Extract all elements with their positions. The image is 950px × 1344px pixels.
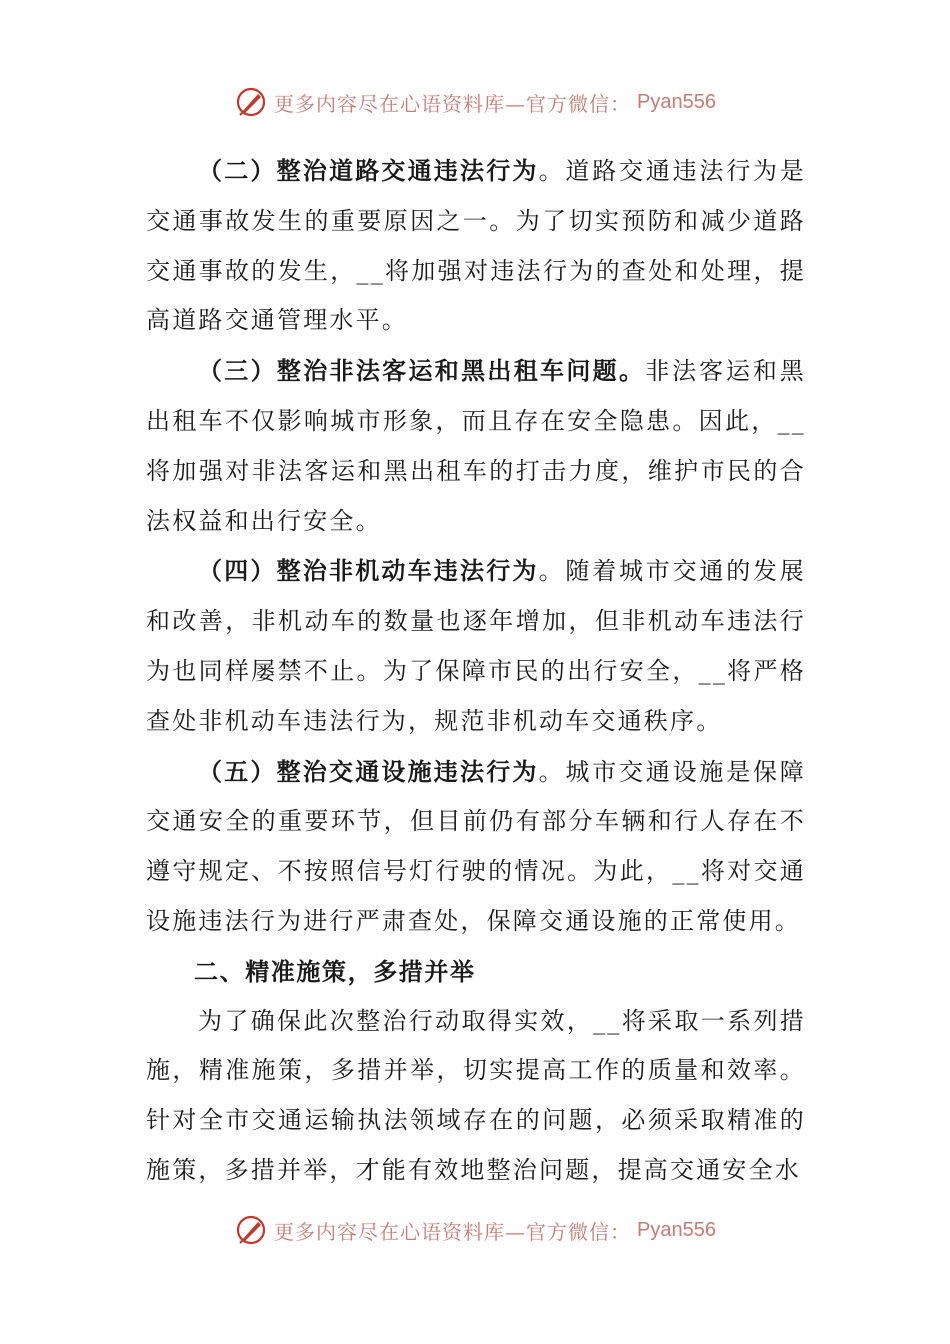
watermark-footer	[0, 1210, 950, 1250]
watermark-text: 更多内容尽在心语资料库—官方微信：	[274, 1219, 632, 1244]
paragraph-text: 非法客运和黑出租车不仅影响城市形象，而且存在安全隐患。因此，__将加强对非法客运和黑出租车的打击力度，维护市民的合法权益和出行安全。	[146, 357, 806, 535]
paragraph-4	[146, 546, 806, 746]
quill-logo-icon	[234, 85, 268, 119]
paragraph-lead: （二）整治道路交通违法行为	[198, 156, 539, 185]
watermark-id: Pyan556	[637, 90, 716, 113]
paragraph-lead: （五）整治交通设施违法行为	[198, 756, 539, 786]
paragraph-lead: （四）整治非机动车违法行为	[198, 556, 539, 586]
closing-paragraph: 为了确保此次整治行动取得实效，__将采取一系列措施，精准施策，多措并举，切实提高工作的质量和效率。针对全市交通运输执法领域存在的问题，必须采取精准的施策，多措并举，才能有效地整治问题，提高交通安全水	[146, 1006, 806, 1184]
document-body	[146, 146, 806, 1196]
paragraph-3	[146, 346, 806, 546]
watermark-text: 更多内容尽在心语资料库—官方微信：	[274, 91, 632, 116]
paragraph-text: 。城市交通设施是保障交通安全的重要环节，但目前仍有部分车辆和行人存在不遵守规定、不按照信号灯行驶的情况。为此，__将对交通设施违法行为进行严肃查处，保障交通设施的正常使用。	[146, 757, 806, 935]
section-heading: 二、精准施策，多措并举	[194, 956, 476, 986]
paragraph-2	[146, 146, 806, 346]
paragraph-text: 。随着城市交通的发展和改善，非机动车的数量也逐年增加，但非机动车违法行为也同样屡禁不止。为了保障市民的出行安全，__将严格查处非机动车违法行为，规范非机动车交通秩序。	[146, 557, 806, 735]
paragraph-lead: （三）整治非法客运和黑出租车问题。	[198, 356, 646, 386]
paragraph-5	[146, 747, 806, 947]
watermark-id: Pyan556	[637, 1218, 716, 1241]
watermark-header	[0, 82, 950, 122]
paragraph-text: 。道路交通违法行为是交通事故发生的重要原因之一。为了切实预防和减少道路交通事故的发生，__将加强对违法行为的查处和处理，提高道路交通管理水平。	[146, 157, 806, 335]
quill-logo-icon	[234, 1213, 268, 1247]
